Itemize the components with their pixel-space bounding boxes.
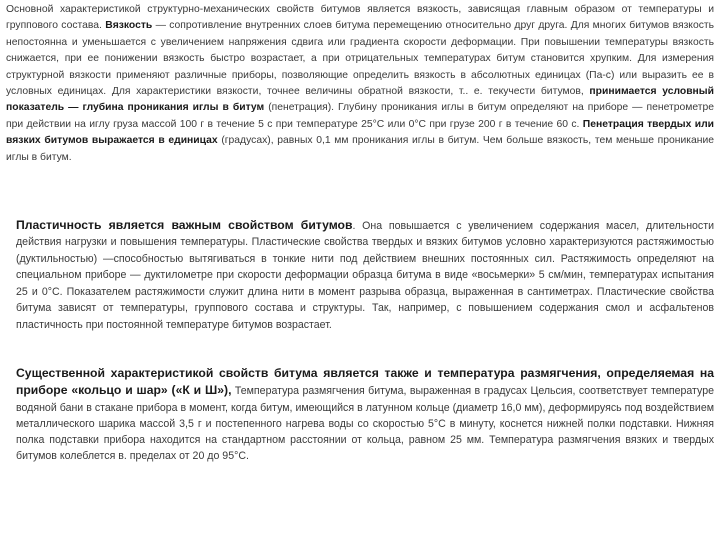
plasticity-heading: Пластичность является важным свойством битумов [16, 218, 353, 232]
viscosity-term: Вязкость [105, 20, 153, 32]
viscosity-intro-text: Основной характеристикой структурно-механических свойств битумов является вязкость, зависящая главным образом от температуры и группового состава. [6, 4, 714, 32]
penetration-units-text: (градусах), равных 0,1 мм проникания иглы в битум. Чем больше вязкость, тем меньше проникание иглы в битум. [6, 135, 714, 163]
paragraph-plasticity [16, 217, 714, 333]
penetration-indicator-highlight: принимается условный показатель — глубина проникания иглы в битум [6, 86, 715, 114]
penetration-units-highlight: Пенетрация твердых или вязких битумов выражается в единицах [6, 118, 715, 147]
viscosity-definition-text: — сопротивление внутренних слоев битума перемещению относительно друг друга. Для многих битумов вязкость непостоянна и уменьшается с увеличением напряжения сдвига или градиента скорости деформации. При повышении температуры вязкость снижается, при ее понижении вязкость быстро возрастает, а при отрицательных температурах битум становится хрупким. Для измерения структурной вязкости применяют различные приборы, позволяющие определить вязкость в абсолютных единицах (Па-с) или выразить ее в условных единицах. Для характеристики вязкости, точнее величины обратной вязкости, т.. е. текучести битумов, [6, 20, 715, 98]
softening-point-heading: Существенной характеристикой свойств битума является также и температура размягчения, определяемая на приборе «кольцо и шар» («К и Ш»), [16, 366, 714, 398]
plasticity-body-text: . Она повышается с увеличением содержания масел, длительности действия нагрузки и повышения температуры. Пластические свойства твердых и вязких битумов условно характеризуются растяжимостью (дуктильностью) —способностью вытягиваться в тонкие нити под действием внешних постоянных сил. Растяжимость определяют на специальном приборе — дуктилометре при скорости деформации образца битума в виде «восьмерки» 5 см/мин, температурах испытания 25 и 0°С. Показателем растяжимости служит длина нити в момент разрыва образца, выраженная в сантиметрах. Пластические свойства битума зависят от температуры, группового состава и структуры. Так, например, с повышением содержания смол и асфальтенов пластичность при постоянной температуре битумов возрастает. [16, 220, 715, 331]
softening-point-body-text: Температура размягчения битума, выраженная в градусах Цельсия, соответствует температуре водяной бани в стакане прибора в момент, когда битум, имеющийся в латунном кольце (диаметр 16,0 мм), деформируясь под воздействием металлического шарика массой 3,5 г и постепенного нагрева воды со скоростью 5°С в минуту, коснется нижней полки подставки. Нижняя полка подставки прибора находится на стандартном расстоянии от кольца, равном 25 мм. Температура размягчения вязких и твердых битумов колеблется в. пределах от 20 до 95°С. [16, 385, 714, 463]
penetration-method-text: (пенетрация). Глубину проникания иглы в битум определяют на приборе — пенетрометре при действии на иглу груза массой 100 г в течение 5 с при температуре 25°С или 0°С при грузе 200 г в течение 60 с. [6, 102, 714, 130]
paragraph-viscosity [6, 2, 714, 166]
paragraph-softening-point [16, 365, 714, 465]
